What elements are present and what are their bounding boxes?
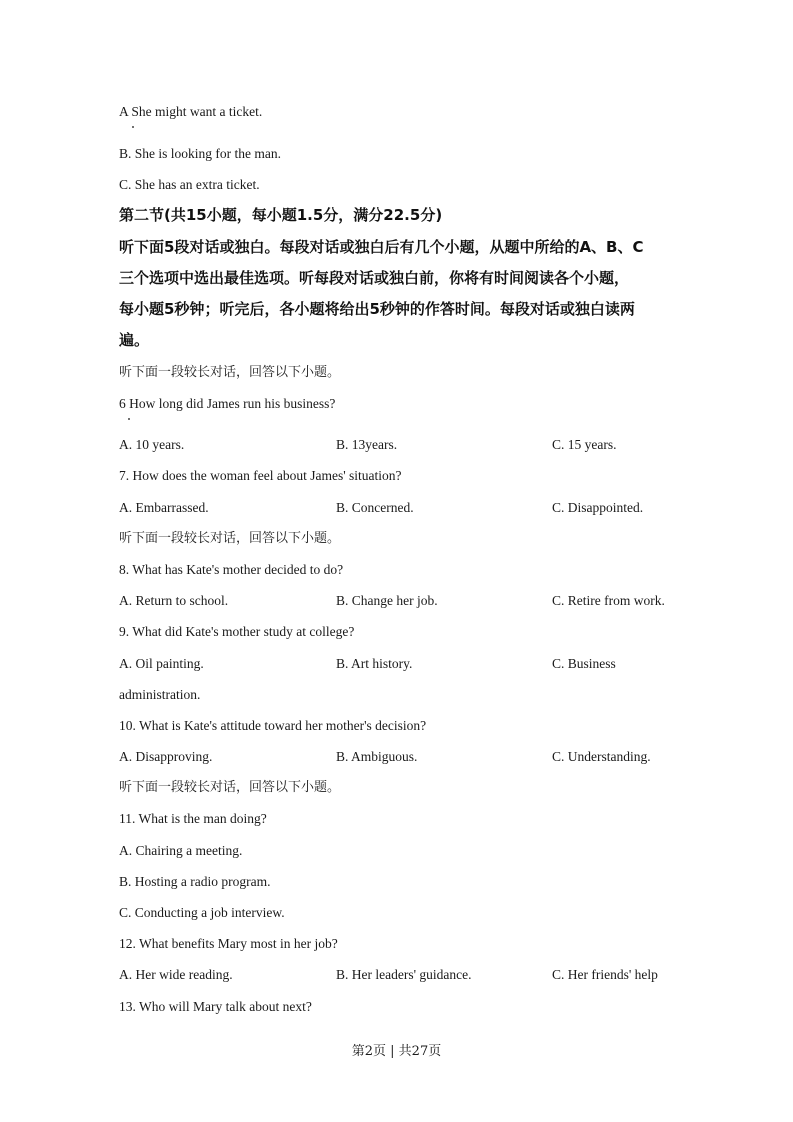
q8-option-c: C. Retire from work.: [552, 593, 665, 608]
passage-directive: 听下面一段较长对话，回答以下小题。: [119, 780, 341, 795]
q9-option-b: B. Art history.: [336, 656, 413, 671]
q7-option-b: B. Concerned.: [336, 500, 414, 515]
q8-option-b: B. Change her job.: [336, 593, 438, 608]
question-7: 7. How does the woman feel about James' situation?: [119, 468, 402, 483]
passage-directive: 听下面一段较长对话，回答以下小题。: [119, 365, 341, 380]
section-title: 第二节(共15小题，每小题1.5分，满分22.5分): [119, 206, 443, 224]
instruction-line: 每小题5秒钟；听完后，各小题将给出5秒钟的作答时间。每段对话或独白读两: [119, 300, 635, 318]
question-9: 9. What did Kate's mother study at college?: [119, 624, 355, 639]
instruction-line: 听下面5段对话或独白。每段对话或独白后有几个小题，从题中所给的A、B、C: [119, 238, 644, 256]
q12-option-a: A. Her wide reading.: [119, 967, 233, 982]
question-11: 11. What is the man doing?: [119, 811, 267, 826]
q11-option-b: B. Hosting a radio program.: [119, 874, 271, 889]
q6-option-a: A. 10 years.: [119, 437, 185, 452]
q7-option-a: A. Embarrassed.: [119, 500, 209, 515]
q9-option-a: A. Oil painting.: [119, 656, 204, 671]
question-12: 12. What benefits Mary most in her job?: [119, 936, 338, 951]
q12-option-c: C. Her friends' help: [552, 967, 658, 982]
q12-option-b: B. Her leaders' guidance.: [336, 967, 472, 982]
option-c: C. She has an extra ticket.: [119, 177, 260, 192]
q7-option-c: C. Disappointed.: [552, 500, 644, 515]
q10-option-c: C. Understanding.: [552, 749, 651, 764]
question-6: 6 How long did James run his business?: [119, 396, 336, 411]
stray-mark: [128, 418, 130, 420]
stray-mark: [132, 126, 134, 128]
option-b: B. She is looking for the man.: [119, 146, 281, 161]
instruction-line: 三个选项中选出最佳选项。听每段对话或独白前，你将有时间阅读各个小题，: [119, 269, 630, 287]
question-10: 10. What is Kate's attitude toward her mother's decision?: [119, 718, 427, 733]
question-13: 13. Who will Mary talk about next?: [119, 999, 312, 1014]
q10-option-a: A. Disapproving.: [119, 749, 213, 764]
q8-option-a: A. Return to school.: [119, 593, 229, 608]
q9-option-c-continued: administration.: [119, 687, 201, 702]
option-a: A She might want a ticket.: [119, 104, 263, 119]
q10-option-b: B. Ambiguous.: [336, 749, 418, 764]
q6-option-b: B. 13years.: [336, 437, 398, 452]
question-8: 8. What has Kate's mother decided to do?: [119, 562, 344, 577]
page-footer: 第2页 | 共27页: [351, 1044, 442, 1059]
q11-option-a: A. Chairing a meeting.: [119, 843, 243, 858]
passage-directive: 听下面一段较长对话，回答以下小题。: [119, 531, 341, 546]
instruction-line: 遍。: [119, 331, 150, 349]
q9-option-c: C. Business: [552, 656, 616, 671]
q11-option-c: C. Conducting a job interview.: [119, 905, 285, 920]
q6-option-c: C. 15 years.: [552, 437, 617, 452]
